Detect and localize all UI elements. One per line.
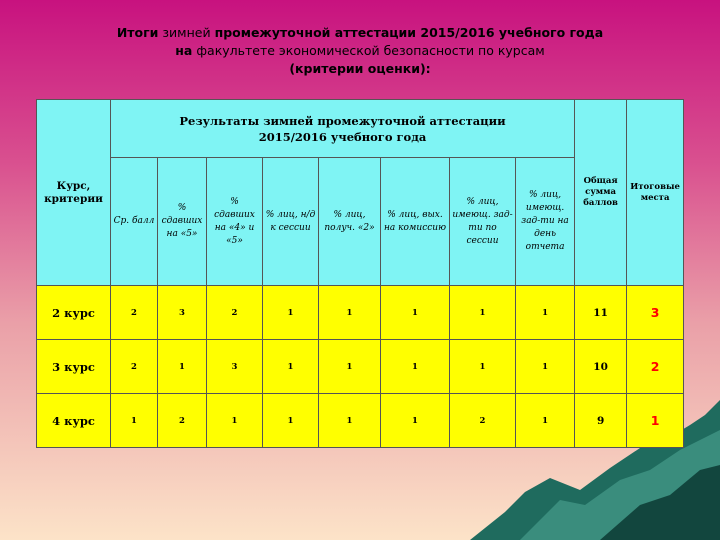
title-line1-bold-b: промежуточной аттестации 2015/2016 учебного года — [214, 25, 604, 40]
header-group-results — [111, 100, 575, 158]
value-cell: 1 — [111, 394, 158, 448]
value-cell: 1 — [207, 394, 263, 448]
total-cell: 11 — [575, 286, 627, 340]
header-criterion: % сдавших на «4» и «5» — [207, 158, 263, 286]
course-cell: 4 курс — [37, 394, 111, 448]
value-cell: 2 — [158, 394, 207, 448]
value-cell: 1 — [319, 394, 381, 448]
value-cell: 3 — [158, 286, 207, 340]
value-cell: 1 — [516, 340, 575, 394]
course-cell: 3 курс — [37, 340, 111, 394]
page-title — [0, 24, 720, 78]
value-cell: 1 — [450, 340, 516, 394]
header-criterion: % лиц, вых. на комиссию — [381, 158, 450, 286]
header-final-place: Итоговые места — [627, 100, 684, 286]
rank-cell: 3 — [627, 286, 684, 340]
header-criterion: % сдавших на «5» — [158, 158, 207, 286]
title-line2-bold: на — [175, 43, 193, 58]
header-criterion: % лиц, получ. «2» — [319, 158, 381, 286]
course-cell: 2 курс — [37, 286, 111, 340]
title-line1-bold-a: Итоги — [116, 25, 159, 40]
title-line2-normal: факультете экономической безопасности по курсам — [192, 43, 545, 58]
rank-cell: 2 — [627, 340, 684, 394]
header-group-line-1: Результаты зимней промежуточной аттестации — [179, 113, 506, 128]
value-cell: 1 — [263, 286, 319, 340]
total-cell: 10 — [575, 340, 627, 394]
value-cell: 2 — [207, 286, 263, 340]
table-row — [37, 394, 684, 448]
results-table — [36, 99, 684, 448]
header-total-score: Общая сумма баллов — [575, 100, 627, 286]
header-criterion: % лиц, н/д к сессии — [263, 158, 319, 286]
value-cell: 1 — [263, 394, 319, 448]
title-line1-normal: зимней — [158, 25, 215, 40]
value-cell: 3 — [207, 340, 263, 394]
value-cell: 1 — [516, 394, 575, 448]
header-criterion: % лиц, имеющ. зад-ти по сессии — [450, 158, 516, 286]
table-row — [37, 340, 684, 394]
value-cell: 1 — [450, 286, 516, 340]
header-criterion: Ср. балл — [111, 158, 158, 286]
value-cell: 1 — [158, 340, 207, 394]
value-cell: 1 — [319, 286, 381, 340]
value-cell: 1 — [381, 394, 450, 448]
title-line-1 — [0, 24, 720, 42]
value-cell: 2 — [111, 286, 158, 340]
header-group-line-2: 2015/2016 учебного года — [258, 129, 427, 144]
value-cell: 1 — [319, 340, 381, 394]
total-cell: 9 — [575, 394, 627, 448]
header-row-1 — [37, 100, 684, 158]
rank-cell: 1 — [627, 394, 684, 448]
value-cell: 1 — [381, 340, 450, 394]
value-cell: 2 — [111, 340, 158, 394]
header-criterion: % лиц, имеющ. зад-ти на день отчета — [516, 158, 575, 286]
value-cell: 1 — [381, 286, 450, 340]
title-line-3: (критерии оценки): — [289, 61, 431, 76]
title-line-2 — [0, 42, 720, 60]
table-row — [37, 286, 684, 340]
header-course-criteria: Курс, критерии — [37, 100, 111, 286]
value-cell: 1 — [263, 340, 319, 394]
value-cell: 2 — [450, 394, 516, 448]
value-cell: 1 — [516, 286, 575, 340]
